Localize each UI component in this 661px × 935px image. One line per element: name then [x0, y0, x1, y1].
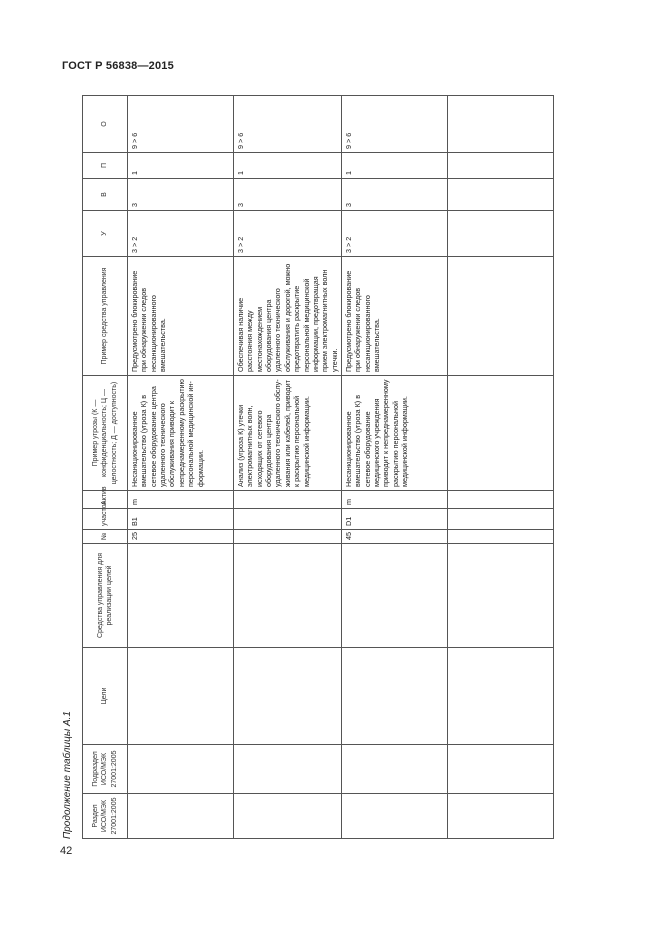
cell-asset: m [341, 491, 447, 509]
col-header-o: О [83, 96, 128, 153]
col-header-area: участок [83, 509, 128, 530]
cell-asset [447, 491, 553, 509]
col-header-control-example: Пример средства управления [83, 257, 128, 376]
cell-threat: Несанкционированное вмешательство (угроза К) в сетевое оборудование медицинского учреждения приводит к непреднамеренному раскрытию персональной медицинской информации. [341, 376, 447, 491]
table-header-row [83, 96, 128, 839]
cell-section [341, 794, 447, 839]
cell-num [234, 530, 342, 544]
cell-section [234, 794, 342, 839]
cell-o: 9 > 6 [341, 96, 447, 153]
cell-controls [341, 544, 447, 648]
col-header-asset: Актив [83, 491, 128, 509]
cell-threat: Анализ (угроза К) утечки электромагнитных волн, исходящих от сетевого оборудования центра удаленного технического обслуживания или кабелей, приводит к раскрытию персональной медицинской информации. [234, 376, 342, 491]
cell-control-example: Предусмотрено блокирование при обнаружении следов несанкционированного вмешательства. [128, 257, 234, 376]
cell-control-example [447, 257, 553, 376]
cell-asset [234, 491, 342, 509]
cell-controls [234, 544, 342, 648]
cell-section [447, 794, 553, 839]
cell-subsection [341, 745, 447, 794]
cell-area [447, 509, 553, 530]
cell-goals [234, 648, 342, 745]
col-header-num: № [83, 530, 128, 544]
table-caption: Продолжение таблицы А.1 [62, 711, 73, 839]
cell-control-example: Предусмотрено блокирование при обнаружении следов несанкционированного вмешательства. [341, 257, 447, 376]
col-header-controls: Средства управления для реализации целей [83, 544, 128, 648]
cell-goals [447, 648, 553, 745]
table-row [447, 96, 553, 839]
cell-p: 1 [128, 153, 234, 179]
rotated-table-container [62, 96, 540, 839]
col-header-goals: Цели [83, 648, 128, 745]
cell-u [447, 211, 553, 257]
cell-p: 1 [234, 153, 342, 179]
cell-o [447, 96, 553, 153]
cell-threat: Несанкционированное вмешательство (угроза К) в сетевое оборудование центра удаленного технического обслуживания приводит к непреднамеренному раскрытию персональной медицинской информации. [128, 376, 234, 491]
table-row [341, 96, 447, 839]
cell-section [128, 794, 234, 839]
col-header-section: Раздел ИСО/МЭК 27001:2005 [83, 794, 128, 839]
cell-subsection [234, 745, 342, 794]
cell-goals [341, 648, 447, 745]
document-header: ГОСТ Р 56838—2015 [62, 60, 174, 72]
cell-subsection [447, 745, 553, 794]
col-header-threat: Пример угрозы (К — конфиденциальность; Ц — целостность; Д — доступность) [83, 376, 128, 491]
cell-u: 3 > 2 [341, 211, 447, 257]
cell-o: 9 > 6 [128, 96, 234, 153]
cell-threat [447, 376, 553, 491]
page-number: 42 [60, 845, 73, 857]
cell-o: 9 > 6 [234, 96, 342, 153]
assessment-table [82, 95, 554, 839]
cell-goals [128, 648, 234, 745]
cell-p [447, 153, 553, 179]
col-header-u: У [83, 211, 128, 257]
table-row [234, 96, 342, 839]
table-row [128, 96, 234, 839]
cell-p: 1 [341, 153, 447, 179]
cell-area [234, 509, 342, 530]
cell-u: 3 > 2 [234, 211, 342, 257]
cell-num [447, 530, 553, 544]
cell-controls [447, 544, 553, 648]
cell-u: 3 > 2 [128, 211, 234, 257]
cell-asset: m [128, 491, 234, 509]
cell-area: D1 [341, 509, 447, 530]
cell-v [447, 179, 553, 211]
cell-controls [128, 544, 234, 648]
col-header-v: В [83, 179, 128, 211]
col-header-subsection: Подраздел ИСО/МЭК 27001:2005 [83, 745, 128, 794]
cell-num: 45 [341, 530, 447, 544]
cell-num: 25 [128, 530, 234, 544]
cell-control-example: Обеспечивая наличие расстояния между местонахождением оборудования центра удаленного технического обслуживания и дорогой, можно предотвратить раскрытие персональной медицинской информации, предотвращая прием электромагнитных волн утечки. [234, 257, 342, 376]
cell-v: 3 [341, 179, 447, 211]
cell-area: B1 [128, 509, 234, 530]
cell-subsection [128, 745, 234, 794]
cell-v: 3 [128, 179, 234, 211]
cell-v: 3 [234, 179, 342, 211]
col-header-p: П [83, 153, 128, 179]
